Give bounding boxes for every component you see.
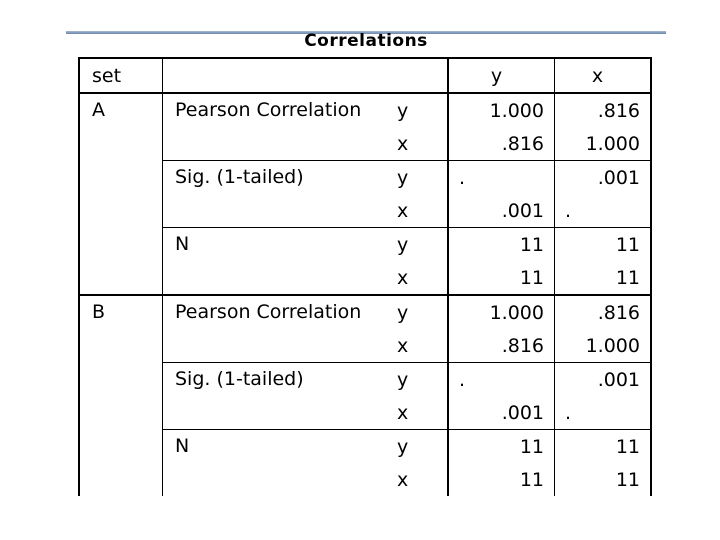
variable-label: y: [397, 161, 448, 195]
cell-value-y: .816: [448, 329, 555, 363]
cell-value-y: 11: [448, 228, 555, 262]
variable-label: y: [397, 363, 448, 397]
set-label: B: [79, 295, 163, 496]
header-row: [79, 58, 651, 93]
header-col-y: y: [448, 58, 555, 93]
table-row: [79, 295, 651, 329]
table-row: [79, 430, 651, 464]
cell-value-y: 1.000: [448, 93, 555, 127]
header-blank-var: [397, 58, 448, 93]
cell-value-x: .001: [555, 161, 652, 195]
header-col-x: x: [555, 58, 652, 93]
cell-value-y: 11: [448, 430, 555, 464]
set-label: A: [79, 93, 163, 295]
cell-value-x: .001: [555, 363, 652, 397]
table-body: [79, 58, 651, 496]
correlations-table: [78, 57, 652, 496]
variable-label: x: [397, 127, 448, 161]
cell-value-y: 11: [448, 463, 555, 496]
statistic-label: Sig. (1-tailed): [163, 363, 398, 430]
cell-value-y: 1.000: [448, 295, 555, 329]
table-row: [79, 161, 651, 195]
cell-value-x: .816: [555, 295, 652, 329]
table-row: [79, 363, 651, 397]
statistic-label: Pearson Correlation: [163, 295, 398, 363]
cell-value-y: .001: [448, 396, 555, 430]
cell-value-x: 1.000: [555, 329, 652, 363]
variable-label: y: [397, 295, 448, 329]
variable-label: y: [397, 228, 448, 262]
cell-value-y: .: [448, 363, 555, 397]
cell-value-y: .816: [448, 127, 555, 161]
variable-label: x: [397, 261, 448, 295]
cell-value-x: 11: [555, 463, 652, 496]
statistic-label: Sig. (1-tailed): [163, 161, 398, 228]
table-row: [79, 93, 651, 127]
variable-label: x: [397, 463, 448, 496]
variable-label: y: [397, 430, 448, 464]
statistic-label: N: [163, 430, 398, 497]
cell-value-x: 1.000: [555, 127, 652, 161]
header-set: set: [79, 58, 163, 93]
variable-label: x: [397, 194, 448, 228]
cell-value-y: .: [448, 161, 555, 195]
cell-value-x: 11: [555, 228, 652, 262]
cell-value-x: 11: [555, 261, 652, 295]
header-blank: [163, 58, 398, 93]
cell-value-x: .: [555, 396, 652, 430]
cell-value-x: .: [555, 194, 652, 228]
variable-label: x: [397, 396, 448, 430]
statistic-label: N: [163, 228, 398, 296]
table-row: [79, 228, 651, 262]
cell-value-x: 11: [555, 430, 652, 464]
variable-label: y: [397, 93, 448, 127]
cell-value-y: 11: [448, 261, 555, 295]
cell-value-y: .001: [448, 194, 555, 228]
variable-label: x: [397, 329, 448, 363]
statistic-label: Pearson Correlation: [175, 99, 362, 121]
cell-value-x: .816: [555, 93, 652, 127]
table-title: Correlations: [304, 31, 428, 48]
